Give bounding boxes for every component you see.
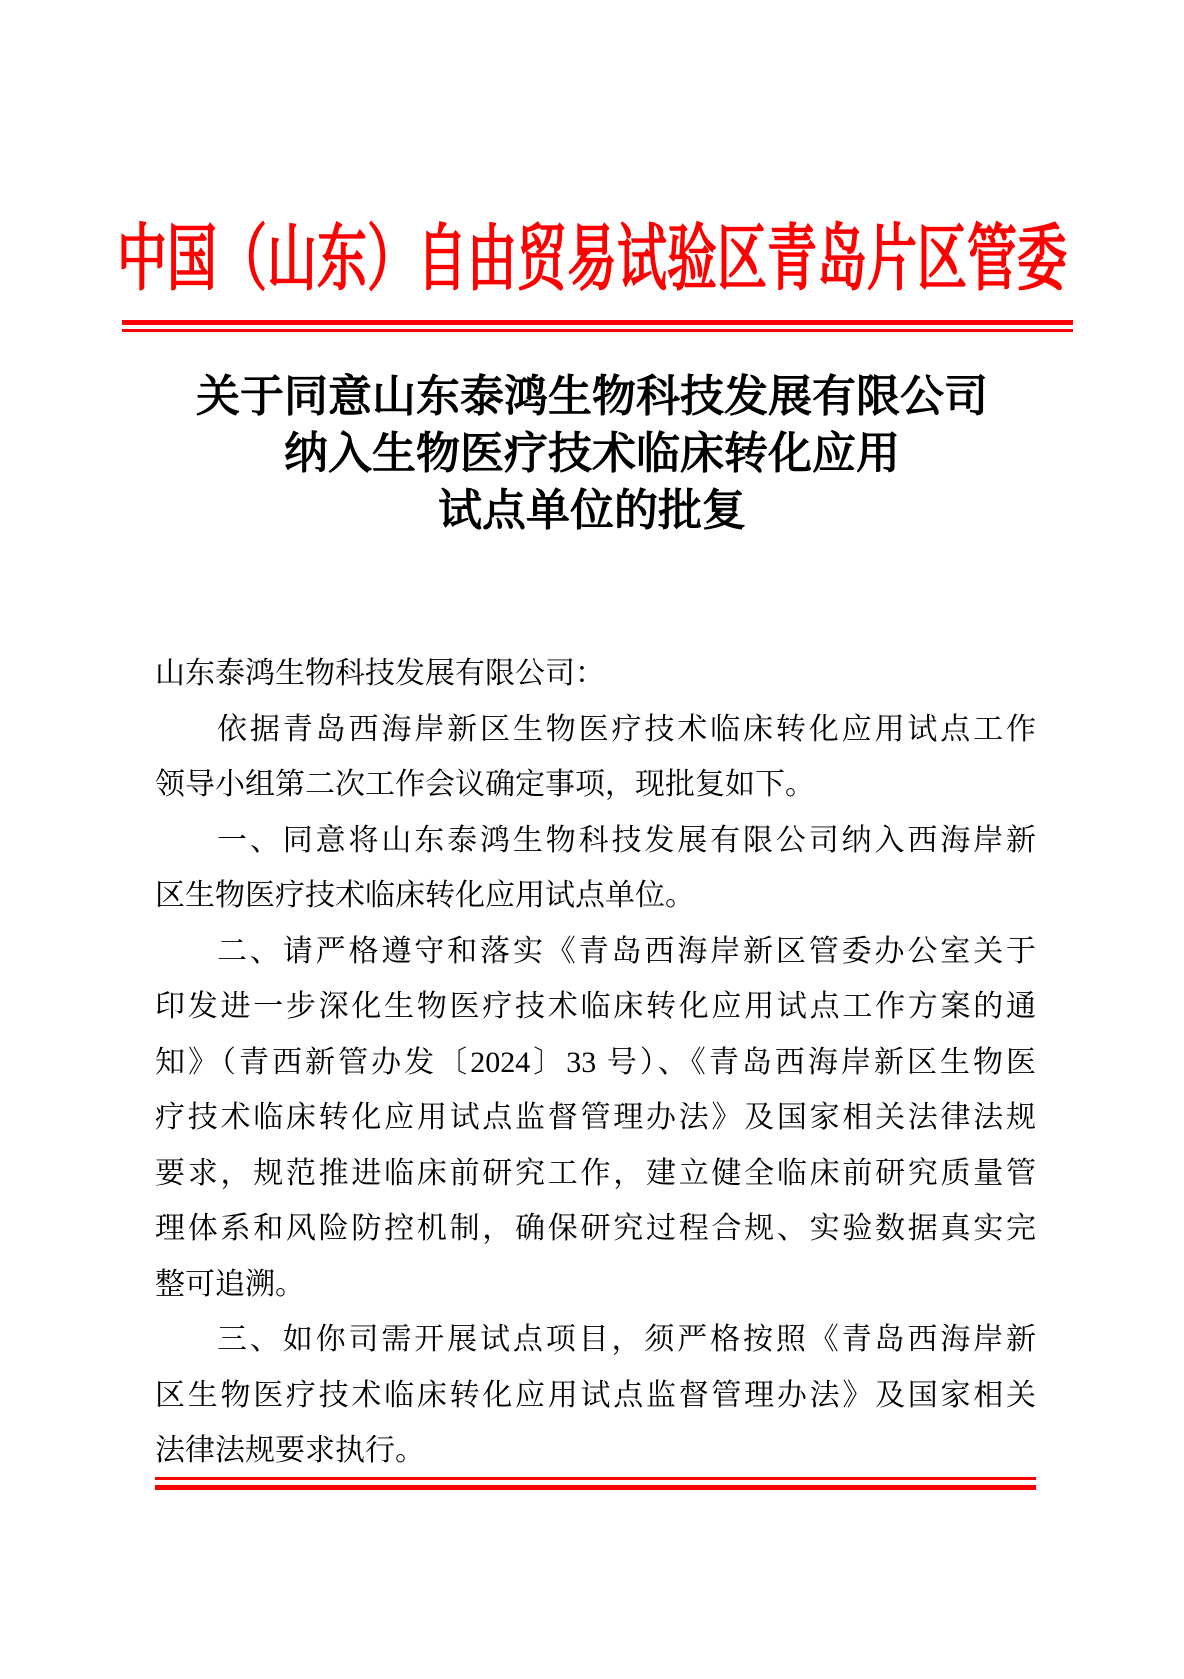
body-line: 区生物医疗技术临床转化应用试点单位。 xyxy=(155,879,695,912)
footer-rule-thin-line xyxy=(155,1477,1036,1480)
document-title-line-2: 纳入生物医疗技术临床转化应用 xyxy=(284,429,900,478)
footer-rule-thick-line xyxy=(155,1485,1036,1490)
document-org-header xyxy=(0,218,1184,300)
header-separator-rule xyxy=(122,320,1073,332)
footer-separator-rule xyxy=(155,1477,1036,1490)
document-title-line-1: 关于同意山东泰鸿生物科技发展有限公司 xyxy=(196,372,988,421)
body-line: 一、同意将山东泰鸿生物科技发展有限公司纳入西海岸新 xyxy=(217,823,1036,857)
body-line: 印发进一步深化生物医疗技术临床转化应用试点工作方案的通 xyxy=(155,990,1036,1023)
body-line: 法律法规要求执行。 xyxy=(155,1434,425,1467)
body-line: 区生物医疗技术临床转化应用试点监督管理办法》及国家相关 xyxy=(155,1378,1036,1412)
body-line: 疗技术临床转化应用试点监督管理办法》及国家相关法律法规 xyxy=(155,1101,1036,1134)
document-body xyxy=(155,646,1036,1479)
body-line: 整可追溯。 xyxy=(155,1267,305,1301)
body-line: 要求，规范推进临床前研究工作，建立健全临床前研究质量管 xyxy=(155,1156,1036,1190)
document-title-line-3: 试点单位的批复 xyxy=(438,486,746,535)
body-line: 知》（青西新管办发〔2024〕33 号）、《青岛西海岸新区生物医 xyxy=(155,1045,1036,1079)
body-line: 领导小组第二次工作会议确定事项，现批复如下。 xyxy=(155,768,815,801)
document-title xyxy=(0,368,1184,539)
body-line: 二、请严格遵守和落实《青岛西海岸新区管委办公室关于 xyxy=(217,934,1036,968)
body-line: 三、如你司需开展试点项目，须严格按照《青岛西海岸新 xyxy=(217,1323,1036,1356)
body-line: 理体系和风险防控机制，确保研究过程合规、实验数据真实完 xyxy=(155,1212,1036,1245)
header-rule-thick-line xyxy=(122,320,1073,325)
org-header-text: 中国（山东）自由贸易试验区青岛片区管委 xyxy=(117,218,1067,300)
body-line: 依据青岛西海岸新区生物医疗技术临床转化应用试点工作 xyxy=(217,712,1036,746)
header-rule-thin-line xyxy=(122,329,1073,332)
recipient-salutation: 山东泰鸿生物科技发展有限公司： xyxy=(155,657,605,690)
